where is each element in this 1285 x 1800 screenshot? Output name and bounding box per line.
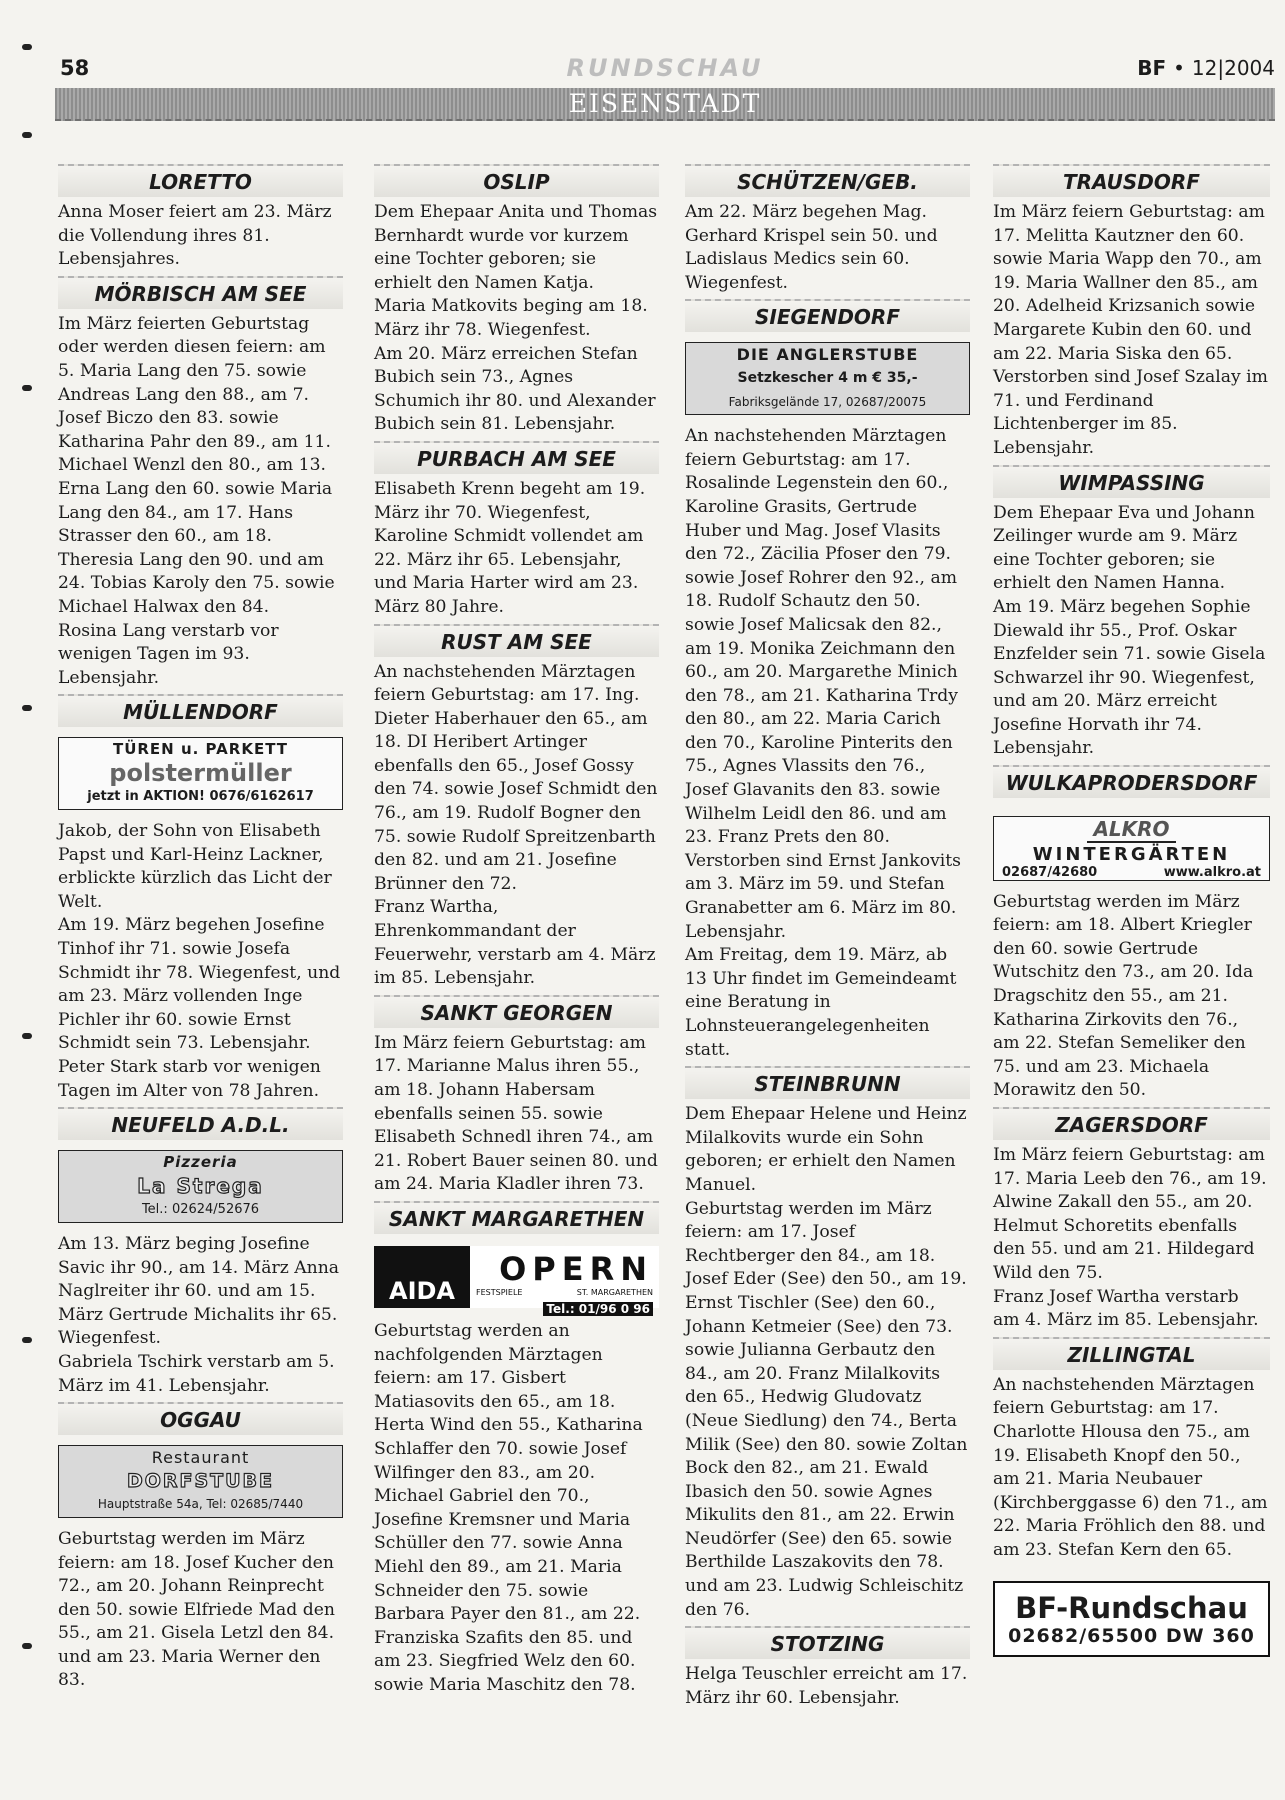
contact-phone: 02682/65500 DW 360 xyxy=(1008,1624,1255,1647)
article-text: An nachstehenden Märztagen feiern Geburtstag: am 17. Ing. Dieter Haberhauer den 65., am 18. DI Heribert Artinger ebenfalls den 65., Josef Gossy den 74. sowie Josef Schmidt den 76., am 19. Rudolf Bogner den 75. sowie Rudolf Spreitzenbarth den 82. und am 21. Josefine Brünner den 72. xyxy=(374,661,658,894)
section-heading: OGGAU xyxy=(58,1402,343,1435)
section-heading: ZAGERSDORF xyxy=(993,1107,1270,1140)
section-heading: RUST AM SEE xyxy=(374,624,659,657)
article-text: Geburtstag werden im März feiern: am 18. Albert Kriegler den 60. sowie Gertrude Wutschitz den 73., am 20. Ida Dragschitz den 55., am 21. Katharina Zirkovits den 76., am 22. Stefan Semeliker den 75. und am 23. Michaela Morawitz den 50. xyxy=(993,891,1254,1101)
article-text: Elisabeth Krenn begeht am 19. März ihr 70. Wiegenfest, Karoline Schmidt vollendet am 22. März ihr 65. Lebensjahr, und Maria Harter wird am 23. März 80 Jahre. xyxy=(374,478,646,617)
ad-line: Restaurant xyxy=(151,1448,250,1468)
article-text: Anna Moser feiert am 23. März die Vollendung ihres 81. Lebensjahres. xyxy=(58,202,332,270)
ad-line: TÜREN u. PARKETT xyxy=(112,740,289,759)
section-heading: SANKT MARGARETHEN xyxy=(374,1201,659,1234)
margin-mark xyxy=(22,385,32,391)
section-heading: LORETTO xyxy=(58,164,343,197)
ad-brand: WINTERGÄRTEN xyxy=(1032,843,1231,865)
section-heading: OSLIP xyxy=(374,164,659,197)
article-text: Am Freitag, dem 19. März, ab 13 Uhr findet im Gemeindeamt eine Beratung in Lohnsteuerangelegenheiten statt. xyxy=(685,945,957,1060)
advertisement-dorfstube xyxy=(58,1445,343,1518)
ad-line: FESTSPIELE xyxy=(476,1287,523,1297)
section-heading: SCHÜTZEN/GEB. xyxy=(685,164,970,197)
section-heading: STEINBRUNN xyxy=(685,1066,970,1099)
section-heading: STOTZING xyxy=(685,1626,970,1659)
section-heading: MÜLLENDORF xyxy=(58,694,343,727)
ad-contact xyxy=(994,865,1269,880)
section-heading: WIMPASSING xyxy=(993,465,1270,498)
ad-line: jetzt in AKTION! 0676/6162617 xyxy=(87,789,314,805)
section-heading: TRAUSDORF xyxy=(993,164,1270,197)
article-text: Maria Matkovits beging am 18. März ihr 78. Wiegenfest. xyxy=(374,296,648,340)
article-text: Dem Ehepaar Anita und Thomas Bernhardt wurde vor kurzem eine Tochter geboren; sie erhielt den Namen Katja. xyxy=(374,202,658,293)
margin-mark xyxy=(22,1033,32,1039)
article-text: Franz Wartha, Ehrenkommandant der Feuerwehr, verstarb am 4. März im 85. Lebensjahr. xyxy=(374,897,656,989)
article-text: Peter Stark starb vor wenigen Tagen im Alter von 78 Jahren. xyxy=(58,1057,321,1101)
article-text: Am 19. März begehen Sophie Diewald ihr 55., Prof. Oskar Enzfelder sein 71. sowie Gisela Schwarzel ihr 90. Wiegenfest, und am 20. März erreicht Josefine Horvath ihr 74. Lebensjahr. xyxy=(993,596,1266,759)
article-text: Franz Josef Wartha verstarb am 4. März im 85. Lebensjahr. xyxy=(993,1286,1259,1331)
bf-rundschau-contact-box xyxy=(993,1581,1270,1657)
issue-number: 12|2004 xyxy=(1191,56,1275,80)
article-text: Verstorben sind Josef Szalay im 71. und Ferdinand Lichtenberger im 85. Lebensjahr. xyxy=(993,367,1268,458)
margin-mark xyxy=(22,1643,32,1649)
issue-label xyxy=(1137,56,1275,80)
ad-line: DIE ANGLERSTUBE xyxy=(736,345,919,365)
ad-logo: ALKRO xyxy=(1087,817,1175,843)
article-text: Rosina Lang verstarb vor wenigen Tagen im 93. Lebensjahr. xyxy=(58,620,279,688)
advertisement-polstermueller xyxy=(58,737,343,810)
article-text: Im März feiern Geburtstag: am 17. Maria Leeb den 76., am 19. Alwine Zakall den 55., am 20. Helmut Schoretits ebenfalls den 55. und am 21. Hildegard Wild den 75. xyxy=(993,1145,1267,1283)
ad-line: Hauptstraße 54a, Tel: 02685/7440 xyxy=(97,1497,304,1512)
column-1 xyxy=(58,160,343,1693)
magazine-title: RUNDSCHAU xyxy=(566,54,764,82)
column-3 xyxy=(685,160,970,1710)
section-heading: MÖRBISCH AM SEE xyxy=(58,276,343,309)
section-heading: ZILLINGTAL xyxy=(993,1337,1270,1370)
section-heading: SANKT GEORGEN xyxy=(374,995,659,1028)
section-heading: SIEGENDORF xyxy=(685,299,970,332)
article-text: Verstorben sind Ernst Jankovits am 3. März im 59. und Stefan Granabetter am 6. März im 80. Lebensjahr. xyxy=(685,850,961,942)
margin-mark xyxy=(22,705,32,711)
article-text: Geburtstag werden im März feiern: am 17. Josef Rechtberger den 84., am 18. Josef Eder (See) den 50., am 19. Ernst Tischler (See) den 60., Johann Ketmeier (See) den 73. sowie Julianna Gerbautz den 84., am 20. Franz Milalkovits den 65., Hedwig Gludovatz (Neue Siedlung) den 74., Berta Milik (See) den 80. sowie Zoltan Bock den 82., am 21. Ewald Ibasich den 50. sowie Agnes Mikulits den 81., am 22. Erwin Neudörfer (See) den 65. sowie Berthilde Laszakovits den 78. und am 23. Ludwig Schleischitz den 76. xyxy=(685,1198,968,1620)
ad-aida: AIDA xyxy=(374,1246,470,1308)
margin-mark xyxy=(22,44,32,50)
ad-line: Tel.: 02624/52676 xyxy=(141,1202,260,1218)
advertisement-anglerstube xyxy=(685,342,970,415)
article-text: Helga Teuschler erreicht am 17. März ihr 60. Lebensjahr. xyxy=(685,1664,968,1708)
advertisement-alkro xyxy=(993,816,1270,881)
section-heading: PURBACH AM SEE xyxy=(374,441,659,474)
ad-brand: OPERN xyxy=(499,1249,653,1288)
ad-website: www.alkro.at xyxy=(1163,864,1261,880)
brand-label: BF xyxy=(1137,56,1167,80)
article-text: Geburtstag werden an nachfolgenden Märztagen feiern: am 17. Gisbert Matiasovits den 65., am 18. Herta Wind den 55., Katharina Schlaffer den 70. sowie Josef Wilfinger den 83., am 20. Michael Gabriel den 70., Josefine Kremsner und Maria Schüller den 77. sowie Anna Miehl den 89., am 21. Maria Schneider den 75. sowie Barbara Payer den 81., am 22. Franziska Szafits den 85. und am 23. Siegfried Welz den 60. sowie Maria Maschitz den 78. xyxy=(374,1320,643,1695)
ad-brand: La Strega xyxy=(137,1173,264,1198)
advertisement-la-strega xyxy=(58,1150,343,1223)
article-text: Dem Ehepaar Helene und Heinz Milalkovits wurde ein Sohn geboren; er erhielt den Namen Manuel. xyxy=(685,1104,967,1195)
bullet: • xyxy=(1173,56,1185,80)
column-2 xyxy=(374,160,659,1697)
ad-phone: Tel.: 01/96 0 96 xyxy=(543,1302,653,1316)
ad-banner xyxy=(374,1246,659,1316)
ad-line: Pizzeria xyxy=(163,1153,238,1172)
article-text: Im März feiern Geburtstag: am 17. Melitta Kautzner den 60. sowie Maria Wapp den 70., am 19. Maria Wallner den 85., am 20. Adelheid Krizsanich sowie Margarete Kubin den 60. und am 22. Maria Siska den 65. xyxy=(993,202,1265,364)
page-header xyxy=(55,52,1275,82)
ad-line: Fabriksgelände 17, 02687/20075 xyxy=(728,394,927,409)
margin-mark xyxy=(22,132,32,138)
contact-title: BF-Rundschau xyxy=(1015,1590,1248,1625)
article-text: An nachstehenden Märztagen feiern Geburtstag: am 17. Charlotte Hlousa den 75., am 19. Elisabeth Knopf den 50., am 21. Maria Neubauer (Kirchberggasse 6) den 71., am 22. Maria Fröhlich den 88. und am 23. Stefan Kern den 65. xyxy=(993,1374,1268,1560)
article-text: An nachstehenden Märztagen feiern Geburtstag: am 17. Rosalinde Legenstein den 60., Karoline Grasits, Gertrude Huber und Mag. Josef Vlasits den 72., Zäcilia Pfoser den 79. sowie Josef Rohrer den 92., am 18. Rudolf Schautz den 50. sowie Josef Malicsak den 82., am 19. Monika Zeichmann den 60., am 20. Margarethe Minich den 78., am 21. Katharina Trdy den 80., am 22. Maria Carich den 70., Karoline Pinterits den 75., Agnes Vlassits den 76., Josef Glavanits den 83. sowie Wilhelm Leidl den 86. und am 23. Franz Prets den 80. xyxy=(685,426,958,848)
article-text: Am 19. März begehen Josefine Tinhof ihr 71. sowie Josefa Schmidt ihr 78. Wiegenfest, und am 23. März vollenden Inge Pichler ihr 60. sowie Ernst Schmidt sein 73. Lebensjahr. xyxy=(58,915,341,1054)
article-text: Dem Ehepaar Eva und Johann Zeilinger wurde am 9. März eine Tochter geboren; sie erhielt den Namen Hanna. xyxy=(993,502,1255,594)
ad-small xyxy=(476,1288,653,1297)
article-text: Im März feiern Geburtstag: am 17. Marianne Malus ihren 55., am 18. Johann Habersam ebenfalls seinen 55. sowie Elisabeth Schnedl ihren 74., am 21. Robert Bauer seinen 80. und am 24. Maria Kladler ihren 73. xyxy=(374,1032,658,1195)
article-text: Geburtstag werden im März feiern: am 18. Josef Kucher den 72., am 20. Johann Reinprecht den 50. sowie Elfriede Mad den 55., am 21. Gisela Letzl den 84. und am 23. Maria Werner den 83. xyxy=(58,1528,335,1691)
article-text: Im März feierten Geburtstag oder werden diesen feiern: am 5. Maria Lang den 75. sowie Andreas Lang den 88., am 7. Josef Biczo den 83. sowie Katharina Pahr den 89., am 11. Michael Wenzl den 80., am 13. Erna Lang den 60. sowie Maria Lang den 84., am 17. Hans Strasser den 60., am 18. Theresia Lang den 90. und am 24. Tobias Karoly den 75. sowie Michael Halwax den 84. xyxy=(58,313,335,617)
section-heading: NEUFELD A.D.L. xyxy=(58,1107,343,1140)
ad-line: Setzkescher 4 m € 35,- xyxy=(737,369,918,386)
ad-phone: 02687/42680 xyxy=(1002,864,1098,880)
article-text: Jakob, der Sohn von Elisabeth Papst und Karl-Heinz Lackner, erblickte kürzlich das Licht der Welt. xyxy=(58,821,332,912)
advertisement-opern-festspiele xyxy=(374,1246,659,1316)
section-heading: WULKAPRODERSDORF xyxy=(993,765,1270,798)
ad-right xyxy=(470,1246,659,1316)
section-title: EISENSTADT xyxy=(568,89,762,118)
ad-brand: polstermüller xyxy=(109,758,292,787)
section-band xyxy=(55,88,1275,121)
ad-line: ST. MARGARETHEN xyxy=(576,1287,653,1297)
ad-brand: DORFSTUBE xyxy=(126,1469,275,1492)
column-4 xyxy=(993,160,1270,1657)
article-text: Am 22. März begehen Mag. Gerhard Krispel sein 50. und Ladislaus Medics sein 60. Wiegenfest. xyxy=(685,202,938,293)
article-text: Am 20. März erreichen Stefan Bubich sein 73., Agnes Schumich ihr 80. und Alexander Bubich sein 81. Lebensjahr. xyxy=(374,343,656,435)
margin-mark xyxy=(22,1337,32,1343)
page-number: 58 xyxy=(60,56,90,80)
article-text: Am 13. März beging Josefine Savic ihr 90., am 14. März Anna Naglreiter ihr 60. und am 15. März Gertrude Michalits ihr 65. Wiegenfest. xyxy=(58,1233,340,1349)
article-text: Gabriela Tschirk verstarb am 5. März im 41. Lebensjahr. xyxy=(58,1351,335,1396)
